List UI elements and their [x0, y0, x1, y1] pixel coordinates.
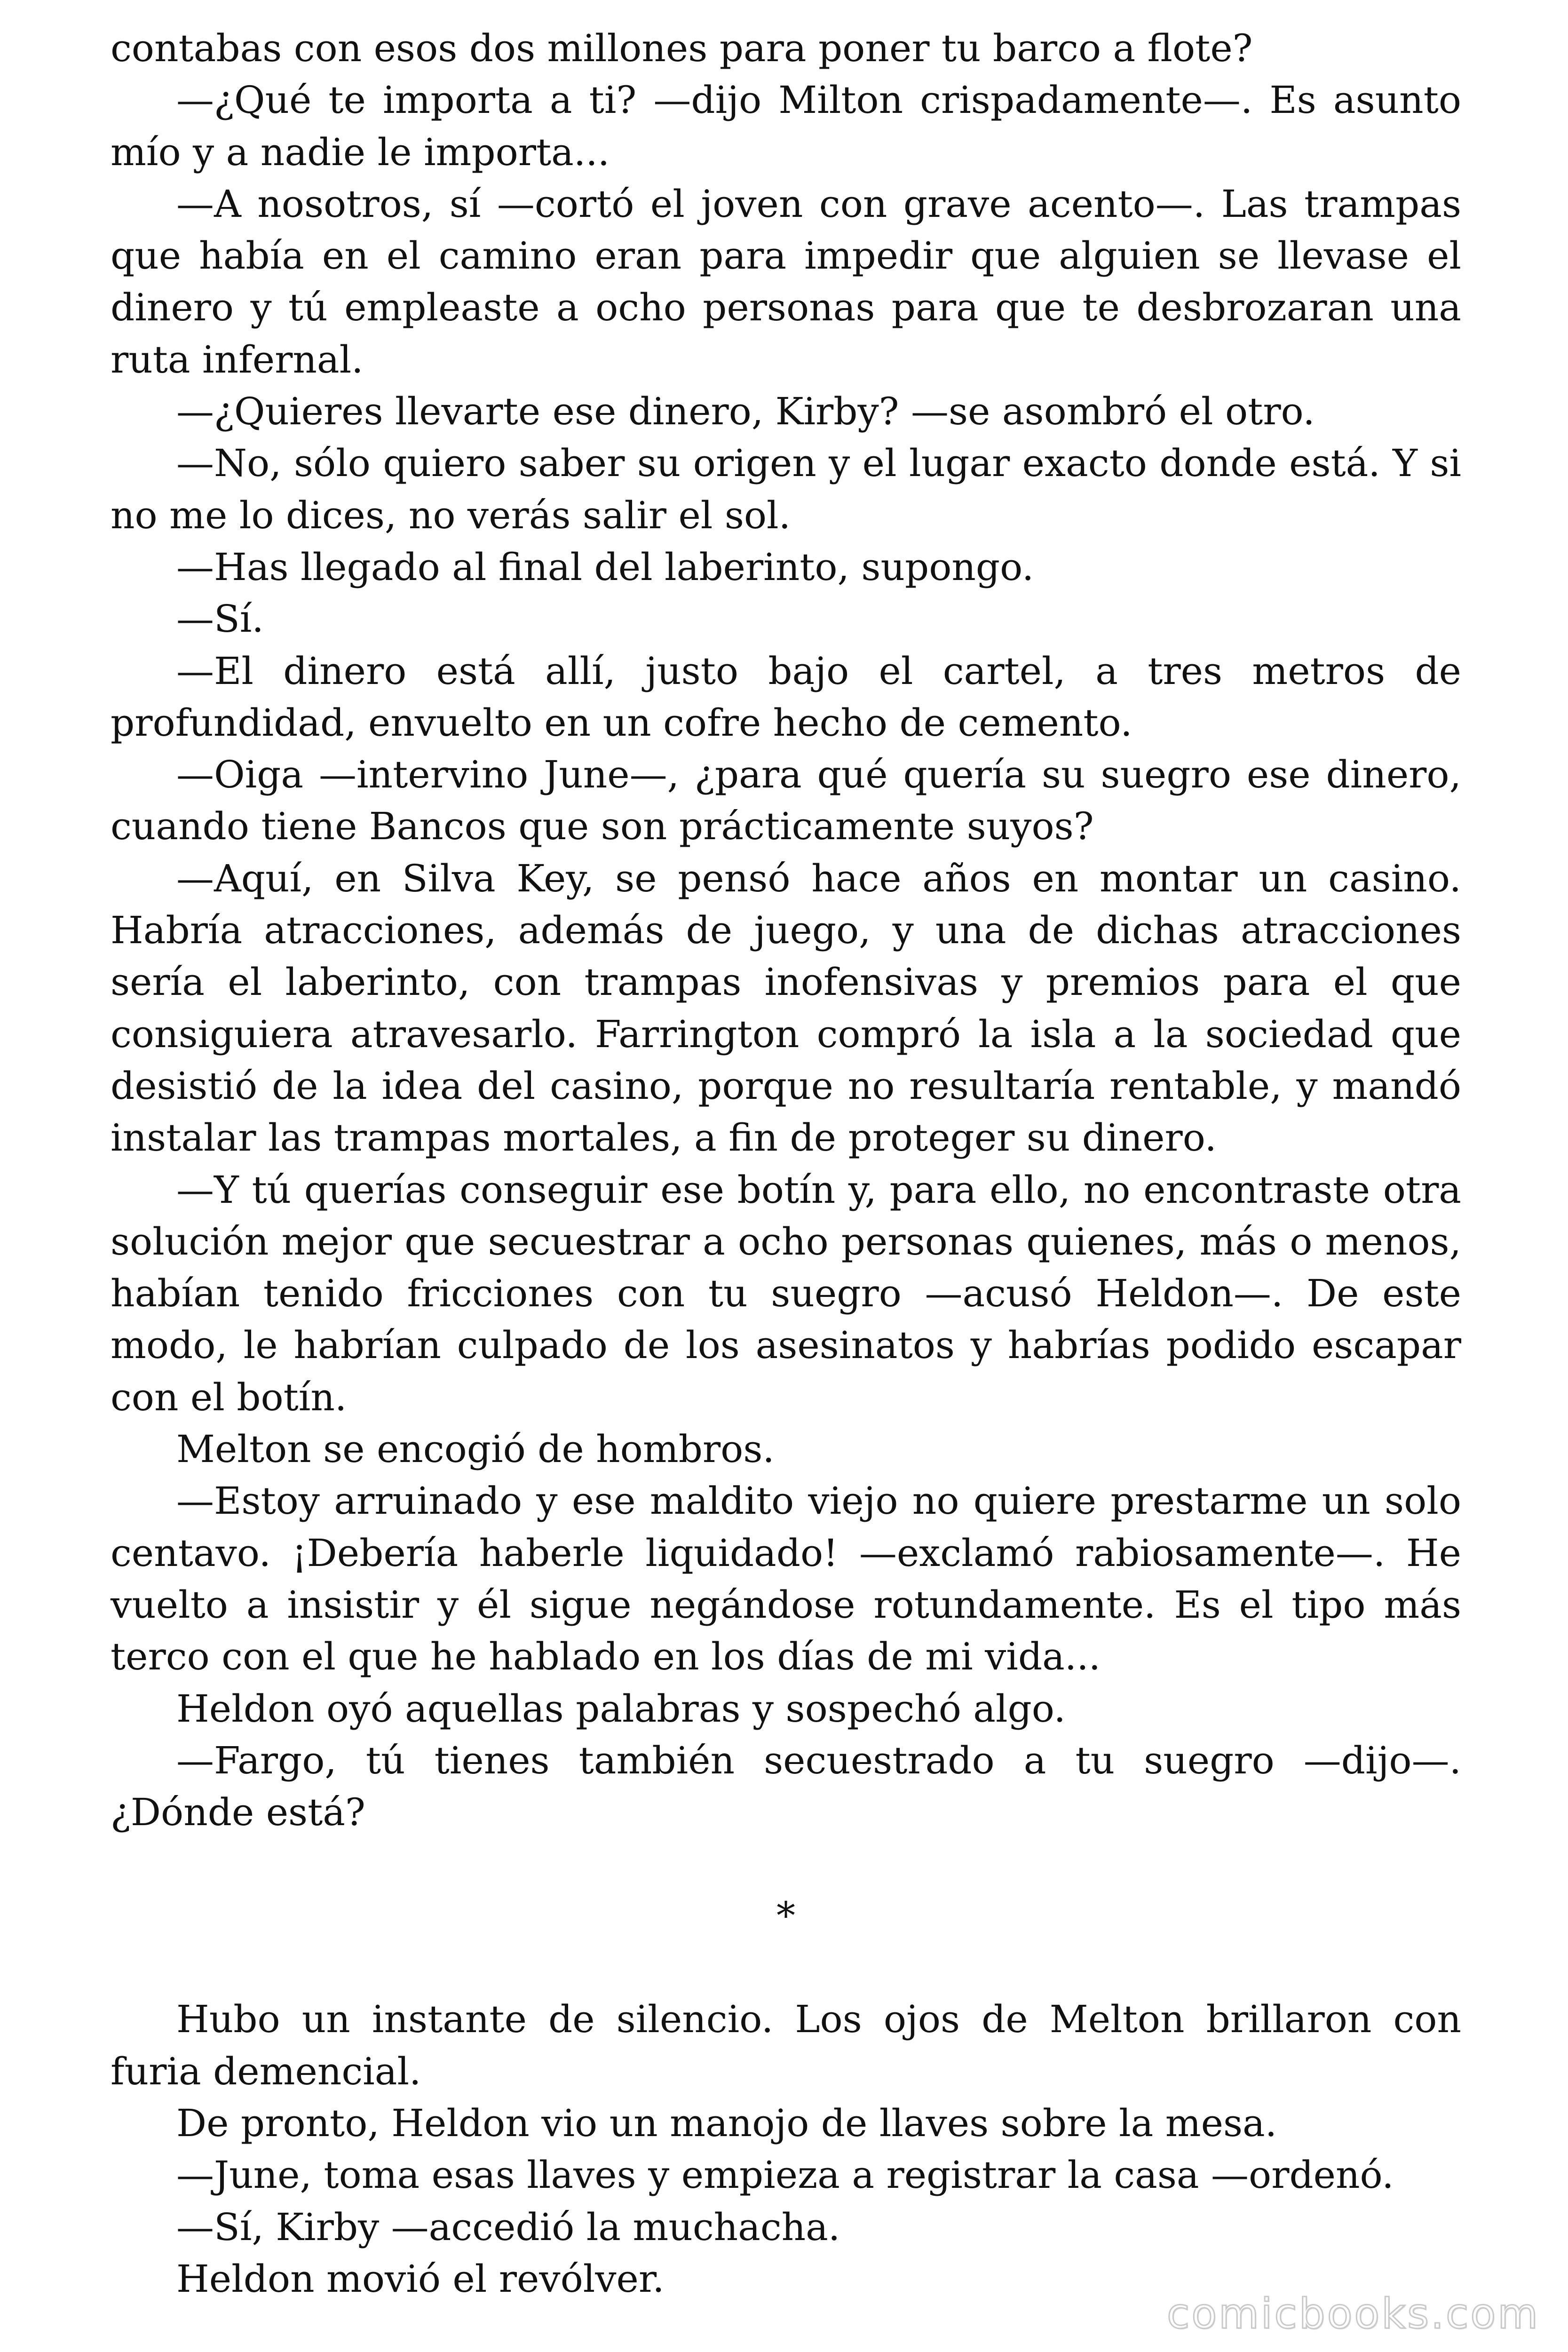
paragraph: —A nosotros, sí —cortó el joven con grave acento—. Las trampas que había en el camino eran para impedir que alguien se llevase el dinero y tú empleaste a ocho personas para que te desbrozaran una ruta infernal. [111, 182, 1461, 381]
paragraph: —El dinero está allí, justo bajo el cartel, a tres metros de profundidad, envuelto en un cofre hecho de cemento. [111, 649, 1461, 745]
paragraph: —Aquí, en Silva Key, se pensó hace años en montar un casino. Habría atracciones, además de juego, y una de dichas atracciones sería el laberinto, con trampas inofensivas y premios para el que consiguiera atravesarlo. Farrington compró la isla a la sociedad que desistió de la idea del casino, porque no resultaría rentable, y mandó instalar las trampas mortales, a fin de proteger su dinero. [111, 856, 1461, 1160]
paragraph: —¿Qué te importa a ti? —dijo Milton crispadamente—. Es asunto mío y a nadie le importa... [111, 78, 1461, 174]
watermark: comicbooks.com [1166, 2289, 1540, 2338]
paragraph: contabas con esos dos millones para poner tu barco a flote? [111, 26, 1253, 70]
paragraph: Melton se encogió de hombros. [176, 1427, 775, 1471]
paragraph: —Estoy arruinado y ese maldito viejo no quiere prestarme un solo centavo. ¡Debería haberle liquidado! —exclamó rabiosamente—. He vuelto a insistir y él sigue negándose rotundamente. Es el tipo más terco con el que he hablado en los días de mi vida... [111, 1479, 1461, 1679]
paragraph: Hubo un instante de silencio. Los ojos de Melton brillaron con furia demencial. [111, 1997, 1461, 2093]
paragraph: —Sí. [176, 597, 264, 641]
paragraph: Heldon oyó aquellas palabras y sospechó algo. [176, 1686, 1066, 1731]
paragraph: —June, toma esas llaves y empieza a registrar la casa —ordenó. [176, 2153, 1394, 2197]
book-page [111, 23, 1461, 2305]
section-break: * [776, 1894, 795, 1938]
paragraph: —Y tú querías conseguir ese botín y, para ello, no encontraste otra solución mejor que secuestrar a ocho personas quienes, más o menos, habían tenido fricciones con tu suegro —acusó Heldon—. De este modo, le habrían culpado de los asesinatos y habrías podido escapar con el botín. [111, 1168, 1461, 1419]
paragraph: —No, sólo quiero saber su origen y el lugar exacto donde está. Y si no me lo dices, no verás salir el sol. [111, 441, 1461, 537]
paragraph: —Oiga —intervino June—, ¿para qué quería su suegro ese dinero, cuando tiene Bancos que son prácticamente suyos? [111, 753, 1461, 849]
text-block-before-break [111, 23, 1461, 1838]
paragraph: Heldon movió el revólver. [176, 2257, 665, 2301]
text-block-after-break [111, 1994, 1461, 2305]
paragraph: De pronto, Heldon vio un manojo de llaves sobre la mesa. [176, 2101, 1277, 2145]
paragraph: —Fargo, tú tienes también secuestrado a tu suegro —dijo—. ¿Dónde está? [111, 1738, 1461, 1835]
paragraph: —Has llegado al final del laberinto, supongo. [176, 545, 1034, 589]
paragraph: —¿Quieres llevarte ese dinero, Kirby? —se asombró el otro. [176, 389, 1315, 434]
paragraph: —Sí, Kirby —accedió la muchacha. [176, 2205, 840, 2249]
